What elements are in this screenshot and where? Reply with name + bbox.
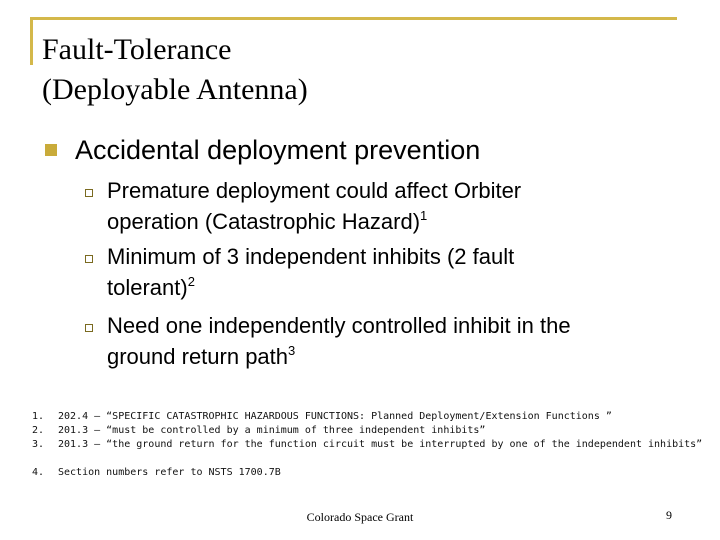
sub-bullet-3-line-2: ground return path — [107, 344, 289, 369]
main-bullet — [42, 132, 480, 168]
footnotes — [32, 410, 702, 480]
footnote-1 — [32, 410, 702, 424]
footnote-ref-2: 2 — [187, 274, 195, 289]
footnote-text: 201.3 – “the ground return for the function circuit must be interrupted by one of the independent inhibits” — [58, 439, 703, 450]
sub-bullet-2-line-2: tolerant) — [107, 275, 188, 300]
footnote-number: 2. — [32, 425, 45, 436]
sub-bullet-3 — [80, 310, 687, 372]
sub-bullet-2 — [80, 241, 687, 303]
footer-organization: Colorado Space Grant — [306, 510, 414, 524]
title-frame-left — [30, 17, 33, 65]
hollow-square-bullet-icon — [85, 189, 93, 197]
sub-bullet-1-line-2: operation (Catastrophic Hazard) — [107, 209, 421, 234]
footnote-number: 1. — [32, 411, 45, 422]
title-line-1: Fault-Tolerance — [42, 33, 232, 66]
footnote-ref-1: 1 — [420, 208, 428, 223]
hollow-square-bullet-icon — [85, 255, 93, 263]
footnote-text: Section numbers refer to NSTS 1700.7B — [58, 467, 281, 478]
sub-bullet-1-line-1: Premature deployment could affect Orbiter — [107, 178, 522, 203]
footnote-3 — [32, 438, 702, 452]
hollow-square-bullet-icon — [85, 324, 93, 332]
sub-bullet-3-line-1: Need one independently controlled inhibit in the — [107, 313, 571, 338]
main-bullet-text: Accidental deployment prevention — [75, 135, 481, 165]
slide-title — [42, 30, 308, 110]
footnote-number: 4. — [32, 467, 45, 478]
sub-bullet-1 — [80, 175, 687, 237]
footnote-text: 201.3 – “must be controlled by a minimum of three independent inhibits” — [58, 425, 486, 436]
title-frame-top — [30, 17, 677, 20]
footnote-text: 202.4 – “SPECIFIC CATASTROPHIC HAZARDOUS FUNCTIONS: Planned Deployment/Extension Functions ” — [58, 411, 612, 422]
footnote-4 — [32, 466, 702, 480]
footnote-number: 3. — [32, 439, 45, 450]
footnote-ref-3: 3 — [288, 343, 296, 358]
sub-bullet-2-line-1: Minimum of 3 independent inhibits (2 fault — [107, 244, 515, 269]
title-line-2: (Deployable Antenna) — [42, 73, 308, 106]
footnote-2 — [32, 424, 702, 438]
page-number: 9 — [666, 508, 672, 522]
square-bullet-icon — [45, 144, 57, 156]
